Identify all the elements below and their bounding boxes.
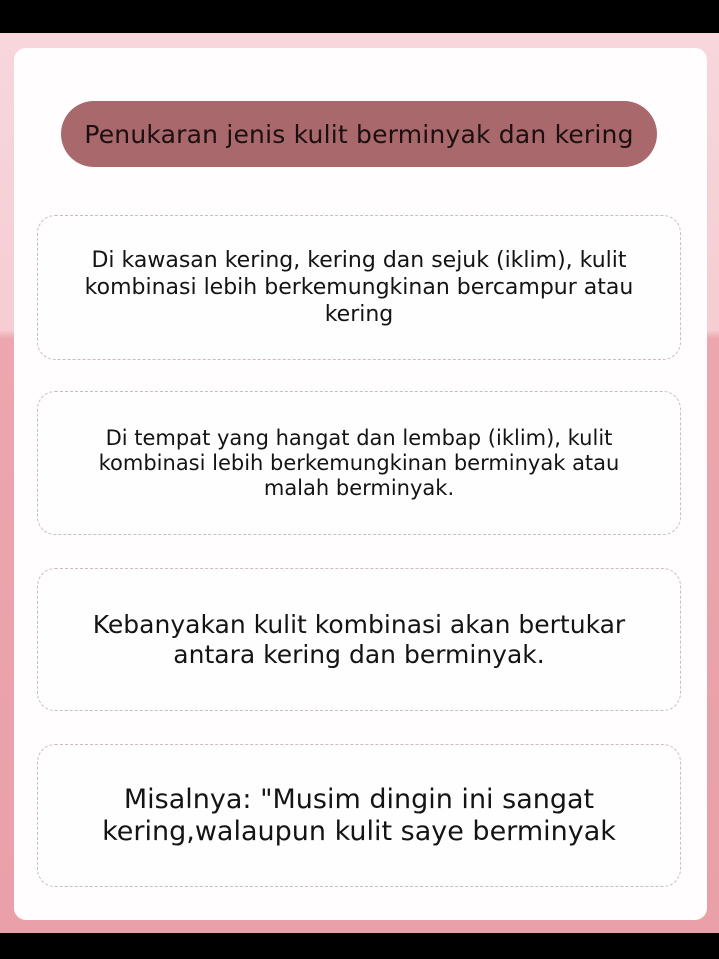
- info-box-text: Misalnya: "Musim dingin ini sangat kering,walaupun kulit saye berminyak: [102, 783, 616, 847]
- info-box-humid-climate: [37, 391, 681, 535]
- info-box-dry-climate: [37, 215, 681, 360]
- info-box-text: Kebanyakan kulit kombinasi akan bertukar antara kering dan berminyak.: [92, 609, 626, 669]
- title-text: Penukaran jenis kulit berminyak dan kering: [84, 119, 634, 149]
- title-banner: [61, 101, 657, 167]
- info-box-text: Di kawasan kering, kering dan sejuk (iklim), kulit kombinasi lebih berkemungkinan bercampur atau kering: [84, 248, 634, 327]
- info-box-combination-skin: [37, 568, 681, 711]
- info-box-example: [37, 744, 681, 887]
- info-box-text: Di tempat yang hangat dan lembap (iklim), kulit kombinasi lebih berkemungkinan berminyak atau malah berminyak.: [98, 425, 620, 500]
